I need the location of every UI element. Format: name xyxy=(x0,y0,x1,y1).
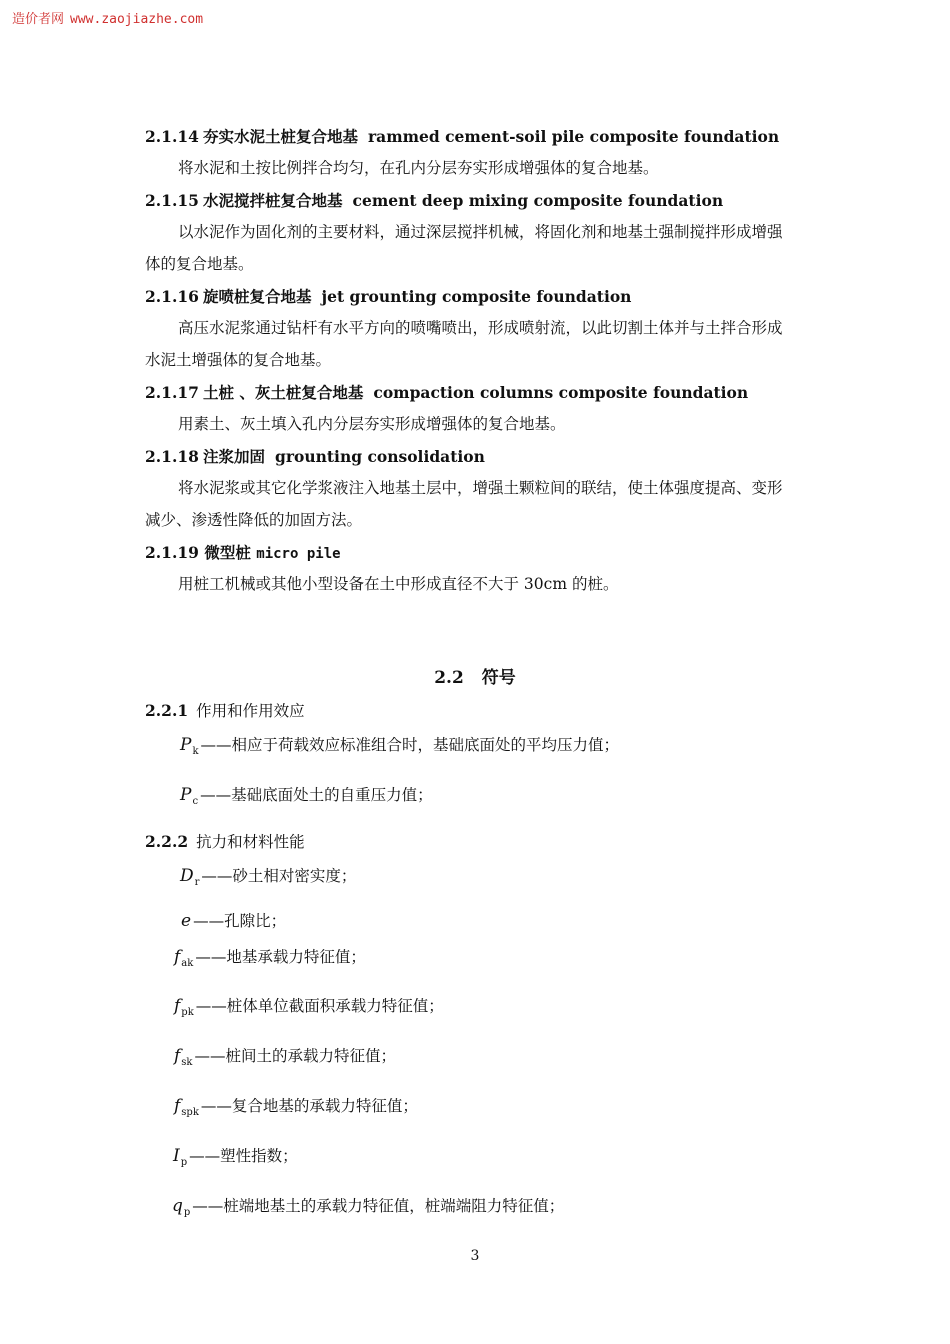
symbol-description: ——复合地基的承载力特征值； xyxy=(200,1097,418,1115)
term-definition: 用素土、灰土填入孔内分层夯实形成增强体的复合地基。 xyxy=(178,415,566,433)
symbol-description: ——孔隙比； xyxy=(193,912,287,930)
symbol-description: ——基础底面处土的自重压力值； xyxy=(200,786,433,804)
term-number: 2.1.18 xyxy=(145,447,199,466)
section-title xyxy=(0,667,950,689)
term-english: rammed cement-soil pile composite foundation xyxy=(368,127,780,146)
symbol-description: ——桩端地基土的承载力特征值，桩端端阻力特征值； xyxy=(192,1197,565,1215)
subsection-title: 抗力和材料性能 xyxy=(196,833,305,851)
term-heading xyxy=(145,447,485,467)
term-chinese: 注浆加固 xyxy=(203,447,266,466)
symbol-entry xyxy=(174,946,366,975)
term-english: cement deep mixing composite foundation xyxy=(352,191,724,210)
symbol-variable: P xyxy=(180,735,192,755)
symbol-subscript: r xyxy=(194,877,200,888)
symbol-entry xyxy=(172,1195,564,1224)
symbol-description: ——砂土相对密实度； xyxy=(201,867,357,885)
term-definition: 将水泥和土按比例拌合均匀，在孔内分层夯实形成增强体的复合地基。 xyxy=(178,159,659,177)
symbol-description: ——桩体单位截面积承载力特征值； xyxy=(195,997,444,1015)
symbol-entry xyxy=(173,1145,298,1174)
symbol-subscript: p xyxy=(180,1157,188,1168)
symbol-description: ——塑性指数； xyxy=(189,1147,298,1165)
term-heading xyxy=(145,543,341,564)
term-chinese: 水泥搅拌桩复合地基 xyxy=(203,191,343,210)
symbol-entry xyxy=(180,784,433,813)
subsection-heading xyxy=(145,832,305,852)
term-definition-cont: 水泥土增强体的复合地基。 xyxy=(145,351,332,369)
term-english: micro pile xyxy=(256,546,341,562)
symbol-variable: f xyxy=(174,947,181,967)
symbol-subscript: ak xyxy=(181,958,194,969)
symbol-subscript: k xyxy=(192,746,199,757)
symbol-entry xyxy=(180,734,619,763)
symbol-subscript: c xyxy=(192,796,199,807)
symbol-subscript: pk xyxy=(181,1007,194,1018)
symbol-subscript: p xyxy=(183,1207,191,1218)
subsection-number: 2.2.1 xyxy=(145,701,189,720)
symbol-entry xyxy=(174,1045,396,1074)
watermark-site-name: 造价者网 xyxy=(12,12,65,27)
term-definition: 高压水泥浆通过钻杆有水平方向的喷嘴喷出，形成喷射流，以此切割土体并与土拌合形成 xyxy=(178,319,783,337)
term-english: compaction columns composite foundation xyxy=(373,383,749,402)
symbol-variable: f xyxy=(174,1046,181,1066)
symbol-entry xyxy=(174,995,444,1024)
term-heading xyxy=(145,383,748,403)
term-heading xyxy=(145,191,723,211)
symbol-variable: P xyxy=(180,785,192,805)
symbol-variable: e xyxy=(181,911,192,931)
term-number: 2.1.17 xyxy=(145,383,199,402)
term-definition-cont: 减少、渗透性降低的加固方法。 xyxy=(145,511,363,529)
section-name: 符号 xyxy=(481,668,516,688)
term-definition-cont: 体的复合地基。 xyxy=(145,255,254,273)
term-number: 2.1.19 xyxy=(145,543,199,562)
symbol-variable: q xyxy=(172,1196,183,1216)
subsection-number: 2.2.2 xyxy=(145,832,189,851)
term-heading xyxy=(145,287,631,307)
term-definition: 用桩工机械或其他小型设备在土中形成直径不大于 30cm 的桩。 xyxy=(178,575,619,593)
symbol-description: ——相应于荷载效应标准组合时，基础底面处的平均压力值； xyxy=(200,736,620,754)
term-definition: 将水泥浆或其它化学浆液注入地基土层中，增强土颗粒间的联结，使土体强度提高、变形 xyxy=(178,479,783,497)
page-number: 3 xyxy=(470,1248,480,1264)
watermark xyxy=(12,8,203,27)
symbol-entry xyxy=(181,910,286,932)
symbol-description: ——桩间土的承载力特征值； xyxy=(194,1047,397,1065)
watermark-url[interactable]: www.zaojiazhe.com xyxy=(70,12,204,27)
subsection-title: 作用和作用效应 xyxy=(196,702,305,720)
term-english: grounting consolidation xyxy=(275,447,485,466)
symbol-entry xyxy=(180,865,356,894)
term-number: 2.1.15 xyxy=(145,191,199,210)
symbol-entry xyxy=(174,1095,418,1124)
term-chinese: 土桩 、灰土桩复合地基 xyxy=(203,383,364,402)
symbol-subscript: spk xyxy=(181,1107,199,1118)
symbol-variable: f xyxy=(174,1096,181,1116)
symbol-variable: D xyxy=(180,866,194,886)
term-chinese: 夯实水泥土桩复合地基 xyxy=(203,127,359,146)
term-english: jet grounting composite foundation xyxy=(321,287,632,306)
term-chinese: 旋喷桩复合地基 xyxy=(203,287,312,306)
term-heading xyxy=(145,127,779,147)
symbol-variable: I xyxy=(173,1146,180,1166)
subsection-heading xyxy=(145,701,305,721)
symbol-subscript: sk xyxy=(181,1057,193,1068)
symbol-variable: f xyxy=(174,996,181,1016)
term-number: 2.1.16 xyxy=(145,287,199,306)
term-chinese: 微型桩 xyxy=(204,543,251,562)
symbol-description: ——地基承载力特征值； xyxy=(195,948,366,966)
term-definition: 以水泥作为固化剂的主要材料，通过深层搅拌机械，将固化剂和地基土强制搅拌形成增强 xyxy=(178,223,783,241)
term-number: 2.1.14 xyxy=(145,127,199,146)
section-number: 2.2 xyxy=(434,668,464,688)
